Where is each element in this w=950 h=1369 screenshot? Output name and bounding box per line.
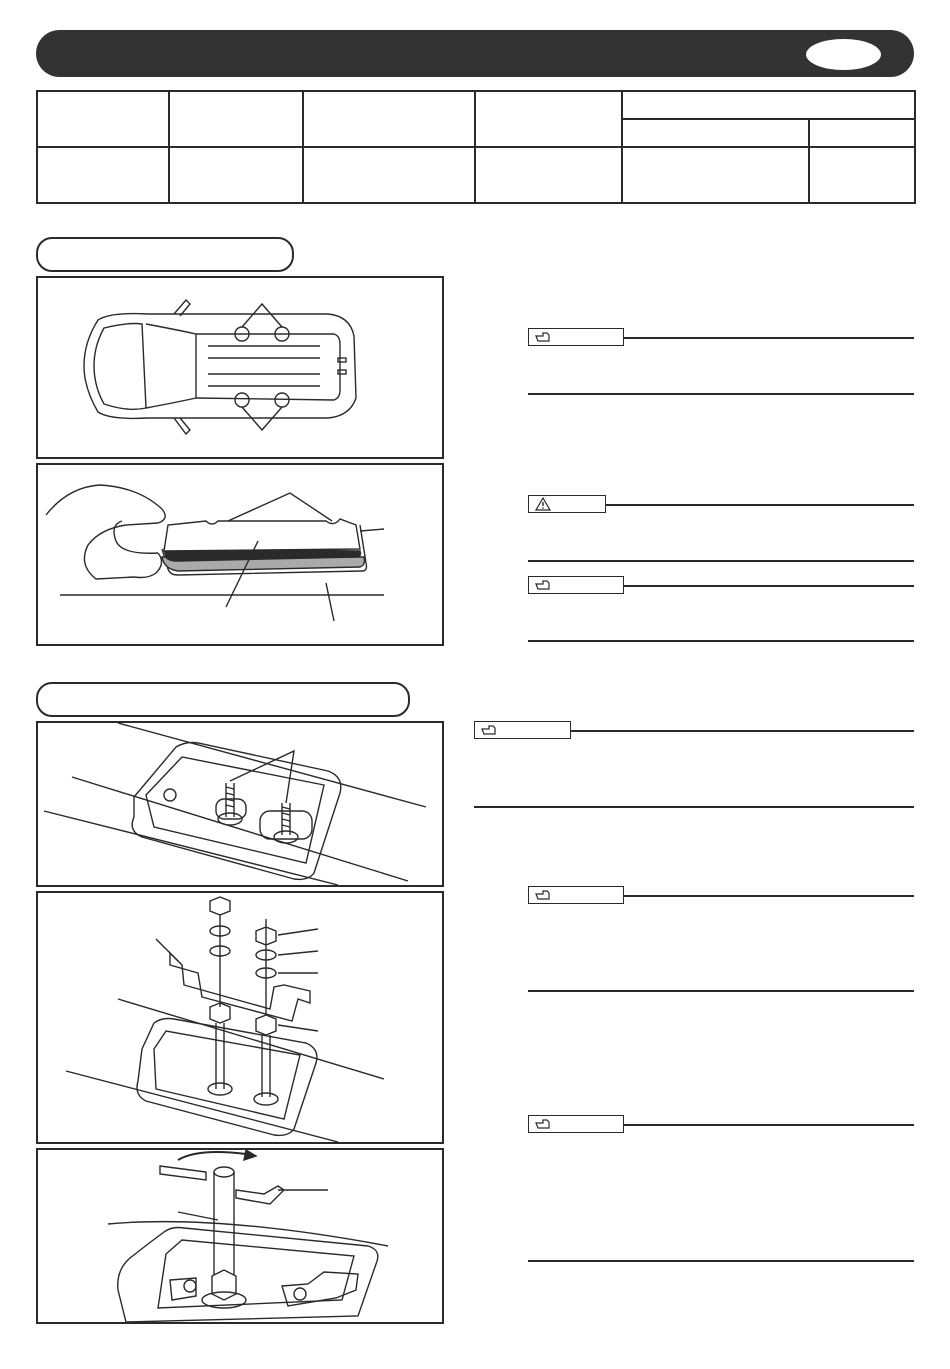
- pointing-hand-icon: [481, 724, 497, 736]
- note-tag-2: [528, 576, 624, 594]
- note-rule-bottom-1: [528, 393, 914, 395]
- spec-header-cell: [475, 91, 622, 147]
- header-badge: [806, 39, 881, 70]
- note-tag-3: [474, 721, 571, 739]
- header-bar: [36, 30, 914, 77]
- note-tag-4: [528, 886, 624, 904]
- illustration-bracket-assembly: [36, 891, 444, 1144]
- note-tag-1: [528, 328, 624, 346]
- spec-subheader-cell: [809, 119, 915, 147]
- note-rule-bottom-3: [474, 806, 914, 808]
- pointing-hand-icon: [535, 579, 551, 591]
- note-rule-top-5: [624, 1124, 914, 1126]
- note-rule-bottom-5: [528, 1260, 914, 1262]
- note-rule-top-1: [624, 337, 914, 339]
- caution-rule-top: [606, 504, 914, 506]
- illustration-hex-key-tightening: [36, 1148, 444, 1324]
- spec-data-cell: [303, 147, 475, 203]
- note-rule-top-3: [571, 730, 914, 732]
- section-title-1: [36, 237, 294, 272]
- illustration-car-top-view: [36, 276, 444, 459]
- illustration-bolt-channel: [36, 721, 444, 887]
- spec-subheader-cell: [622, 119, 809, 147]
- note-tag-5: [528, 1115, 624, 1133]
- note-rule-top-4: [624, 895, 914, 897]
- spec-data-cell: [475, 147, 622, 203]
- note-rule-bottom-4: [528, 990, 914, 992]
- spec-table: [36, 90, 916, 204]
- caution-rule-bottom: [528, 560, 914, 562]
- spec-header-cell: [37, 91, 169, 147]
- spec-header-cell: [169, 91, 303, 147]
- spec-data-cell: [169, 147, 303, 203]
- spec-data-cell: [37, 147, 169, 203]
- spec-data-cell: [622, 147, 809, 203]
- pointing-hand-icon: [535, 889, 551, 901]
- spec-data-cell: [809, 147, 915, 203]
- warning-triangle-icon: [535, 497, 551, 511]
- note-rule-top-2: [624, 585, 914, 587]
- illustration-pad-placement: [36, 463, 444, 646]
- pointing-hand-icon: [535, 1118, 551, 1130]
- section-title-2: [36, 682, 410, 717]
- caution-tag: [528, 495, 606, 513]
- spec-header-cell: [303, 91, 475, 147]
- spec-header-cell: [622, 91, 915, 119]
- pointing-hand-icon: [535, 331, 551, 343]
- note-rule-bottom-2: [528, 640, 914, 642]
